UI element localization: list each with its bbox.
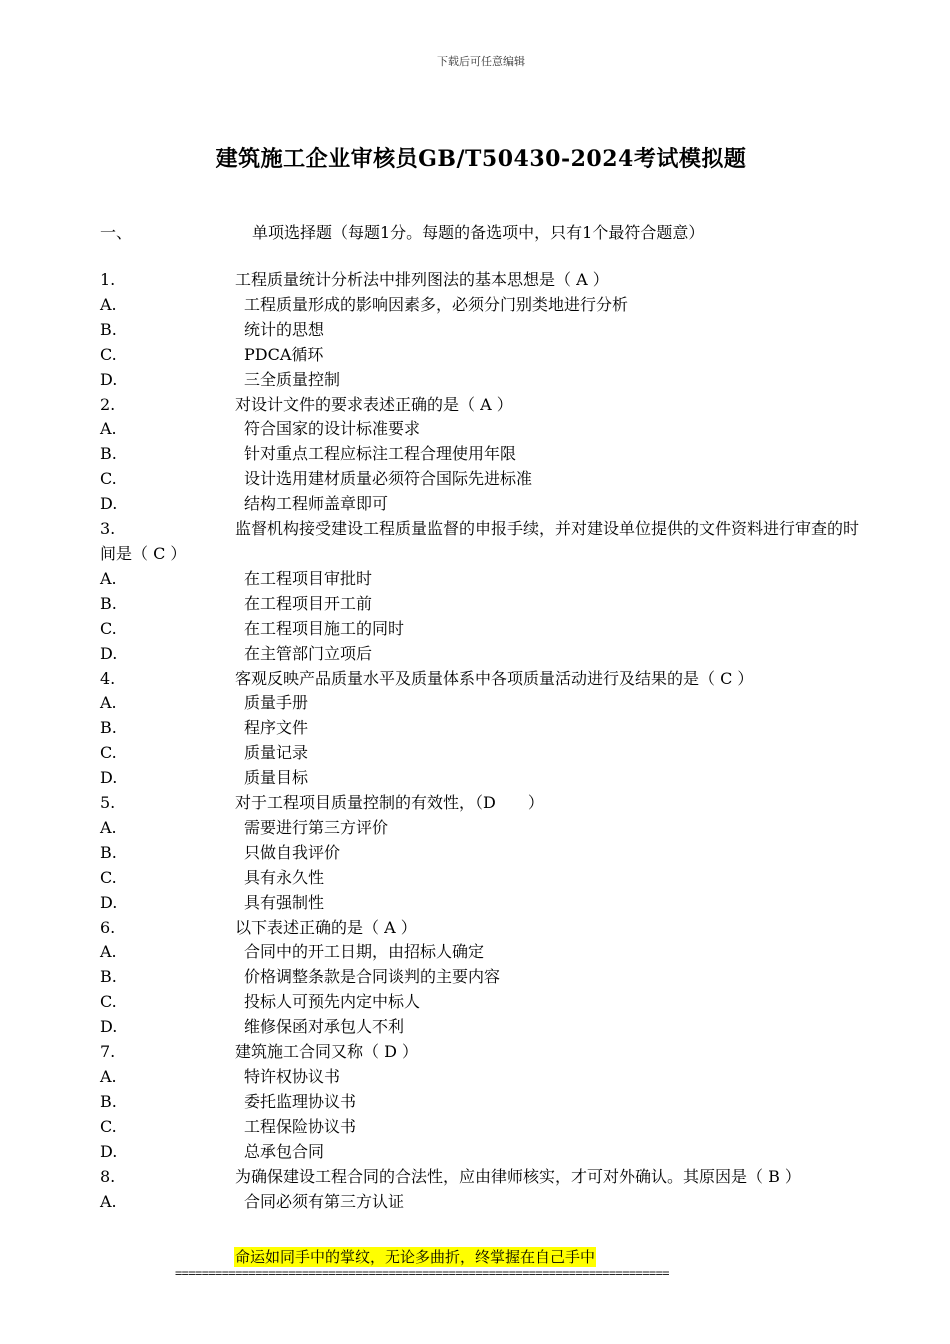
option-label: B. — [100, 967, 117, 987]
option-text: 只做自我评价 — [244, 842, 341, 862]
footer-motto: 命运如同手中的掌纹，无论多曲折，终掌握在自己手中 — [235, 1248, 596, 1266]
option-text: 需要进行第三方评价 — [244, 817, 389, 837]
option-row — [100, 841, 870, 866]
option-row — [100, 567, 870, 592]
option-row — [100, 1065, 870, 1090]
option-text: 特许权协议书 — [244, 1067, 341, 1086]
option-text: 在工程项目审批时 — [244, 568, 373, 588]
question-list — [100, 268, 870, 1214]
question-number: 3. — [100, 519, 116, 539]
option-row — [100, 766, 870, 791]
option-row — [100, 1015, 870, 1040]
question-text: 对设计文件的要求表述正确的是（ A ） — [235, 394, 513, 414]
option-label: A. — [100, 817, 117, 837]
option-row — [100, 368, 870, 393]
option-text: 委托监理协议书 — [244, 1091, 357, 1111]
question-text: 对于工程项目质量控制的有效性，（D ） — [235, 793, 544, 813]
question-number: 7. — [100, 1042, 116, 1062]
option-row — [100, 492, 870, 517]
section-heading — [100, 220, 704, 243]
question-text: 建筑施工合同又称（ D ） — [235, 1042, 419, 1062]
option-label: B. — [100, 1091, 117, 1111]
question-number: 8. — [100, 1166, 116, 1186]
option-label: B. — [100, 444, 117, 464]
option-label: C. — [100, 618, 117, 638]
option-text: 维修保函对承包人不利 — [244, 1017, 405, 1037]
option-row — [100, 816, 870, 841]
question-number: 1. — [100, 270, 116, 289]
option-text: 符合国家的设计标准要求 — [244, 419, 421, 439]
question-8 — [100, 1165, 870, 1190]
option-row — [100, 965, 870, 990]
option-text: PDCA循环 — [244, 344, 324, 364]
option-text: 投标人可预先内定中标人 — [244, 992, 421, 1012]
option-row — [100, 990, 870, 1015]
option-label: D. — [100, 1017, 118, 1037]
option-row — [100, 318, 870, 343]
question-3 — [100, 517, 870, 567]
option-row — [100, 1090, 870, 1115]
option-text: 程序文件 — [244, 718, 309, 738]
option-label: D. — [100, 768, 118, 788]
option-label: D. — [100, 643, 118, 663]
question-text: 以下表述正确的是（ A ） — [235, 917, 417, 937]
option-row — [100, 592, 870, 617]
question-text: 客观反映产品质量水平及质量体系中各项质量活动进行及结果的是（ C ） — [235, 668, 754, 688]
option-row — [100, 617, 870, 642]
question-number: 4. — [100, 668, 116, 688]
option-label: C. — [100, 1116, 117, 1136]
option-row — [100, 343, 870, 368]
option-text: 质量记录 — [244, 743, 309, 763]
option-label: D. — [100, 1141, 118, 1161]
option-row — [100, 1140, 870, 1165]
question-text: 工程质量统计分析法中排列图法的基本思想是（ A ） — [235, 270, 609, 289]
option-label: D. — [100, 369, 118, 389]
option-label: A. — [100, 419, 117, 439]
option-label: A. — [100, 294, 117, 314]
question-text: 为确保建设工程合同的合法性，应由律师核实，才可对外确认。其原因是（ B ） — [235, 1166, 801, 1186]
option-row — [100, 891, 870, 916]
option-label: B. — [100, 593, 117, 613]
option-row — [100, 642, 870, 667]
option-text: 在工程项目开工前 — [244, 593, 373, 613]
option-label: A. — [100, 1067, 117, 1086]
option-label: D. — [100, 494, 118, 514]
option-text: 设计选用建材质量必须符合国际先进标准 — [244, 469, 533, 489]
option-text: 总承包合同 — [244, 1141, 325, 1161]
option-text: 工程保险协议书 — [244, 1116, 357, 1136]
option-text: 工程质量形成的影响因素多，必须分门别类地进行分析 — [244, 294, 629, 314]
header-note: 下载后可任意编辑 — [437, 55, 525, 68]
question-number: 2. — [100, 394, 116, 414]
option-text: 统计的思想 — [244, 319, 325, 339]
option-text: 针对重点工程应标注工程合理使用年限 — [244, 444, 517, 464]
option-text: 具有永久性 — [244, 867, 325, 887]
option-text: 在主管部门立项后 — [244, 643, 373, 663]
question-number: 6. — [100, 917, 116, 937]
option-row — [100, 467, 870, 492]
option-label: A. — [100, 693, 117, 713]
option-text: 价格调整条款是合同谈判的主要内容 — [244, 967, 501, 987]
section-text: 单项选择题（每题1分。每题的备选项中，只有1个最符合题意） — [252, 223, 705, 242]
question-4 — [100, 667, 870, 692]
option-row — [100, 417, 870, 442]
option-row — [100, 866, 870, 891]
question-1 — [100, 268, 870, 293]
option-row — [100, 716, 870, 741]
option-label: B. — [100, 842, 117, 862]
section-number: 一、 — [100, 223, 133, 242]
option-row — [100, 741, 870, 766]
option-text: 三全质量控制 — [244, 369, 341, 389]
option-label: C. — [100, 743, 117, 763]
option-row — [100, 1190, 870, 1215]
option-label: C. — [100, 344, 117, 364]
question-7 — [100, 1040, 870, 1065]
option-label: B. — [100, 319, 117, 339]
question-2 — [100, 393, 870, 418]
question-6 — [100, 916, 870, 941]
option-label: C. — [100, 469, 117, 489]
option-label: C. — [100, 867, 117, 887]
option-text: 合同必须有第三方认证 — [244, 1191, 405, 1211]
option-label: D. — [100, 892, 118, 912]
option-text: 具有强制性 — [244, 892, 325, 912]
option-label: B. — [100, 718, 117, 738]
option-text: 合同中的开工日期，由招标人确定 — [244, 942, 485, 962]
option-row — [100, 442, 870, 467]
option-row — [100, 691, 870, 716]
option-text: 质量目标 — [244, 768, 309, 788]
question-text: 监督机构接受建设工程质量监督的申报手续，并对建设单位提供的文件资料进行审查的时间是（ C ） — [100, 519, 860, 563]
option-row — [100, 293, 870, 318]
option-text: 结构工程师盖章即可 — [244, 494, 389, 514]
option-label: A. — [100, 1191, 117, 1211]
option-label: C. — [100, 992, 117, 1012]
question-5 — [100, 791, 870, 816]
option-row — [100, 1115, 870, 1140]
footer-rule: ========================================================================== — [175, 1266, 669, 1280]
option-text: 质量手册 — [244, 693, 309, 713]
option-text: 在工程项目施工的同时 — [244, 618, 405, 638]
question-number: 5. — [100, 793, 116, 813]
option-label: A. — [100, 942, 117, 962]
option-row — [100, 940, 870, 965]
document-title: 建筑施工企业审核员GB/T50430-2024考试模拟题 — [215, 146, 747, 172]
option-label: A. — [100, 568, 117, 588]
